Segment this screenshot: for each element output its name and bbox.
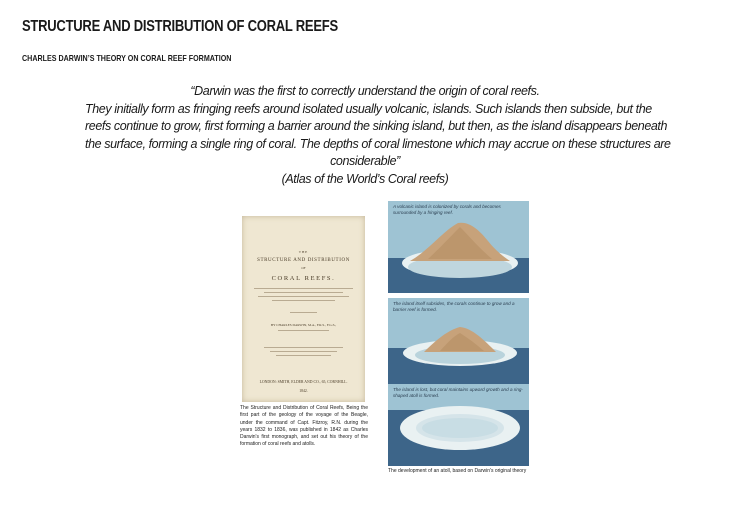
book-cover-line: THE <box>298 250 309 254</box>
book-cover-fine-print <box>264 292 343 293</box>
atoll-panel-atoll <box>388 384 529 466</box>
book-cover-fine-print <box>278 330 329 331</box>
book-cover-fine-print <box>276 355 331 356</box>
atoll-panel-fringing-reef <box>388 201 529 295</box>
quote-line: They initially form as fringing reefs around isolated usually volcanic, islands. Such islands then subside, but the <box>85 101 652 116</box>
atoll-caption: The development of an atoll, based on Darwin's original theory <box>388 468 527 474</box>
atoll-panel-text: The island itself subsides, the corals continue to grow and a barrier reef is formed. <box>393 301 515 312</box>
book-cover-fine-print <box>290 312 317 313</box>
book-cover-fine-print <box>270 351 337 352</box>
quote-line: reefs continue to grow, first forming a barrier around the sinking island, but then, as the island disappears beneath <box>85 119 668 133</box>
atoll-panel-text: The island is lost, but coral maintains upward growth and a ring-shaped atoll is formed. <box>393 387 523 398</box>
book-cover-line: STRUCTURE AND DISTRIBUTION <box>257 258 350 263</box>
atoll-panel-text: A volcanic island is colonized by corals and becomes surrounded by a fringing reef. <box>393 204 501 215</box>
book-cover-fine-print <box>258 296 349 297</box>
book-caption: The Structure and Distribution of Coral Reefs, Being the first part of the geology of the voyage of the Beagle, under the command of Capt. Fitzroy, R.N. during the years 1832 to 1836, was published in 1842 as Charles Darwin's first monograph, and set out his theory of the formation of coral reefs and atolls. <box>240 405 368 448</box>
quote-line: “Darwin was the first to correctly understand the origin of coral reefs. <box>190 84 540 98</box>
atoll-panel-barrier-reef <box>388 298 529 392</box>
book-cover-author: BY CHARLES DARWIN, M.A., F.R.S., F.G.S., <box>270 323 337 327</box>
darwin-quote <box>85 83 671 188</box>
book-cover-fine-print <box>264 347 343 348</box>
quote-line: considerable” <box>330 154 400 168</box>
book-cover-image <box>242 216 365 402</box>
quote-line: the surface, forming a single ring of coral. The depths of coral limestone which may accrue on these structures are <box>85 136 671 151</box>
book-cover-line: OF <box>301 266 306 270</box>
book-cover-year: 1842. <box>299 389 308 393</box>
page-title: STRUCTURE AND DISTRIBUTION OF CORAL REEFS <box>22 18 338 35</box>
book-cover-fine-print <box>272 300 335 301</box>
page-subtitle: CHARLES DARWIN’S THEORY ON CORAL REEF FORMATION <box>22 53 232 63</box>
book-cover-title: CORAL REEFS. <box>271 275 336 282</box>
book-cover-publisher: LONDON: SMITH, ELDER AND CO., 65, CORNHILL. <box>259 380 348 384</box>
quote-source: (Atlas of the World’s Coral reefs) <box>281 171 449 186</box>
book-cover-fine-print <box>254 288 353 289</box>
